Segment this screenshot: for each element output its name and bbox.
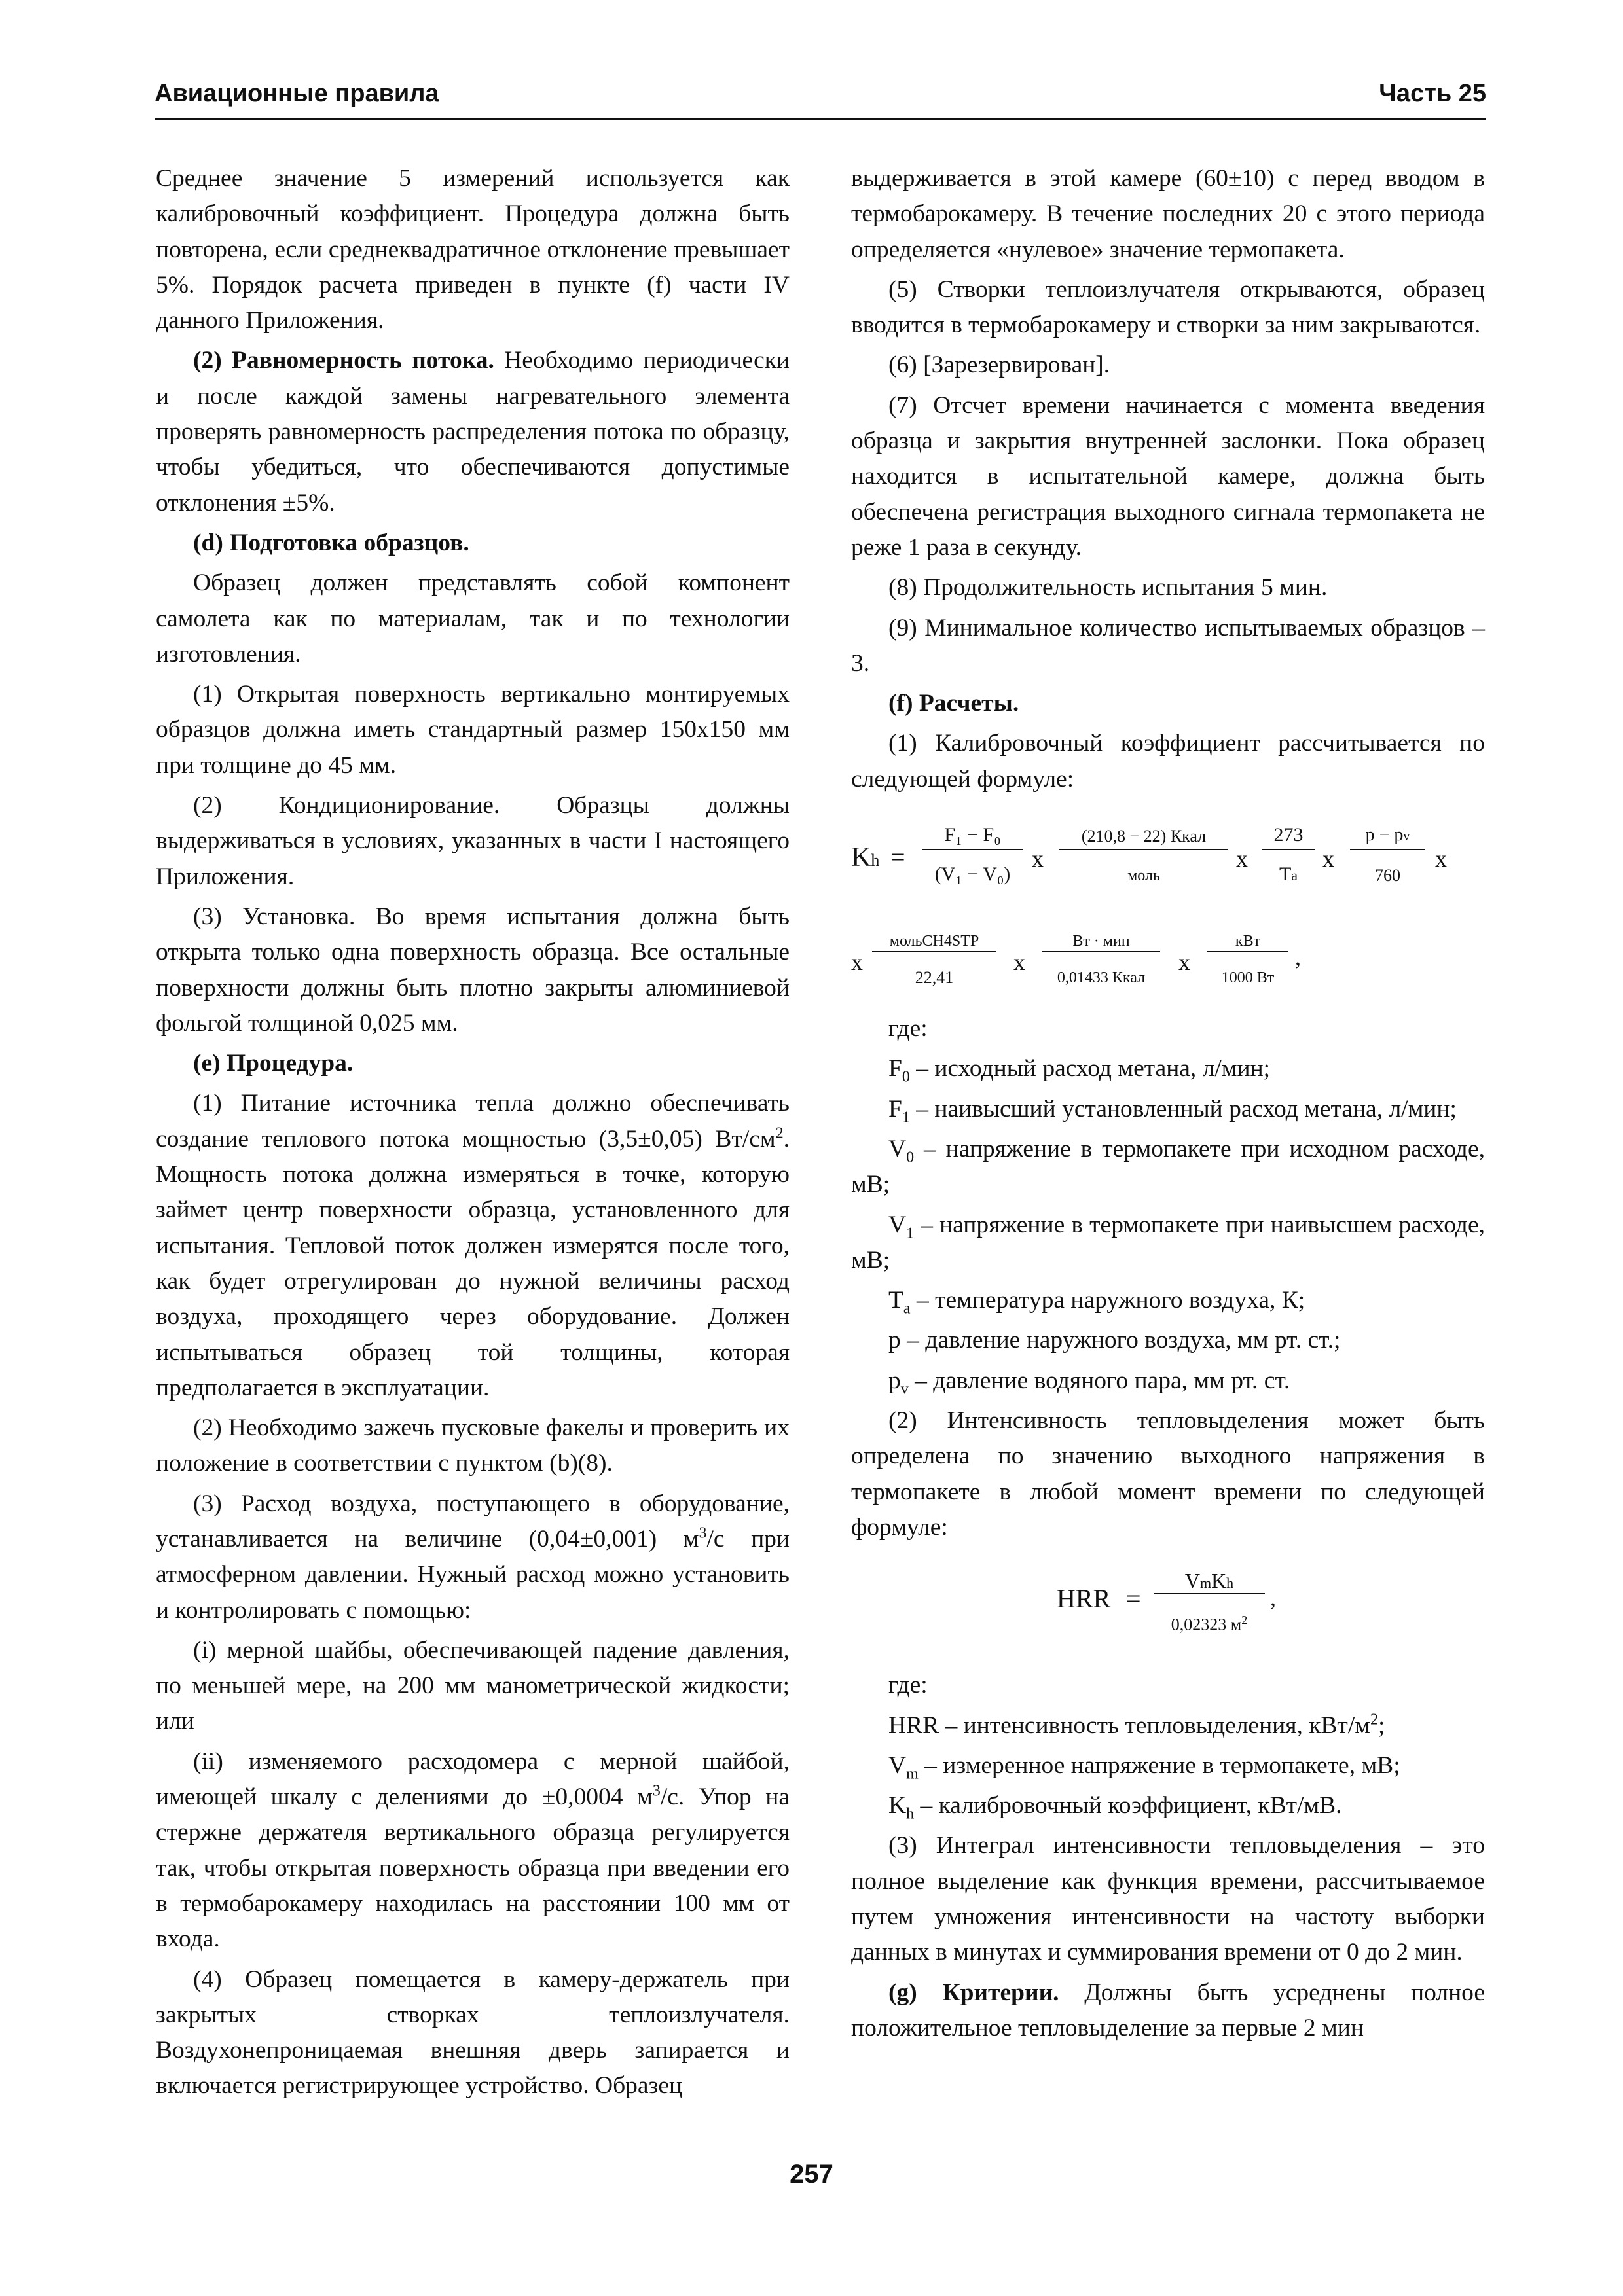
fraction4-denominator: 760 [1375,866,1400,886]
paragraph-text: Среднее значение 5 измерений используется как калибровочный коэффициент. Процедура должна быть повторена, если среднеквадратичное отклонение превышает 5%. Порядок расчета приведен в пункте (f) части IV данного Приложения. [156,165,790,334]
hrr-numerator: VmKh [1184,1569,1234,1593]
left-paragraph [156,1486,790,1628]
fraction7-denominator: 1000 Вт [1221,969,1275,987]
paragraph-text: (3) Установка. Во время испытания должна быть открыта только одна поверхность образца. Все остальные поверхности должны быть плотно закрыты алюминиевой фольгой толщиной 0,025 мм. [156,903,790,1037]
paragraph-text: F [888,1095,902,1122]
fraction7-numerator: кВт [1235,933,1261,950]
paragraph-text: (1) Питание источника тепла должно обеспечивать создание теплового потока мощностью (3,5±0,05) Вт/см [156,1090,790,1153]
paragraph-text: (1) Калибровочный коэффициент рассчитывается по следующей формуле: [851,730,1485,793]
paragraph-text: (ii) изменяемого расходомера с мерной шайбой, имеющей шкалу с делениями до ±0,0004 м [156,1748,790,1811]
header-title: Авиационные правила [155,80,439,107]
paragraph-text: p – давление наружного воздуха, мм рт. ст.; [888,1327,1341,1354]
paragraph-text-continued: – исходный расход метана, л/мин; [909,1055,1271,1083]
paragraph-text: p [888,1367,901,1394]
paragraph-text: (7) Отсчет времени начинается с момента введения образца и закрытия внутренней заслонки. Пока образец находится в испытательной камере, должна быть обеспечена регистрация выходного сигнала термопакета не реже 1 раза в секунду. [851,391,1485,561]
right-top-paragraph [851,570,1485,605]
paragraph-text: (3) Расход воздуха, поступающего в оборудование, устанавливается на величине (0,04±0,001) м [156,1490,790,1552]
paragraph-text-continued: . Мощность потока должна измеряться в точке, которую займет центр поверхности образца, установленного для испытания. Тепловой поток должен измерятся после того, как будет отрегулирован до нужной величины расход воздуха, проходящего через оборудование. Должен испытываться образец той толщины, которая предполагается в эксплуатации. [156,1125,790,1401]
right-bottom-paragraph [851,1668,1485,1703]
formula-lhs: Kh [851,842,880,873]
paragraph-text: (9) Минимальное количество испытываемых образцов – 3. [851,614,1485,677]
fraction5-numerator: мольCH4STP [889,933,979,950]
right-mid-paragraph [851,1363,1485,1399]
paragraph-text: выдерживается в этой камере (60±10) с перед вводом в термобарокамеру. В течение последних 20 с этого периода определяется «нулевое» значение термопакета. [851,165,1485,263]
right-top-paragraph [851,686,1485,721]
paragraph-text-continued: – температура наружного воздуха, К; [910,1287,1305,1314]
left-paragraph [156,1962,790,2104]
subscript: m [906,1765,919,1783]
right-top-paragraph [851,161,1485,268]
right-mid-paragraph [851,1283,1485,1318]
multiply-sign-4: x [1435,846,1447,872]
multiply-sign-6: x [1013,949,1025,976]
right-mid-paragraph [851,1132,1485,1203]
superscript: 3 [652,1782,661,1800]
paragraph-text: (2) Интенсивность тепловыделения может быть определена по значению выходного напряжения в термопакете в любой момент времени по следующей формуле: [851,1407,1485,1541]
right-column-definitions [851,1011,1485,1545]
paragraph-text: (i) мерной шайбы, обеспечивающей падение давления, по меньшей мере, на 200 мм манометрической жидкости; или [156,1636,790,1735]
superscript: 2 [1370,1711,1378,1728]
paragraph-text: где: [888,1015,928,1043]
right-mid-paragraph [851,1092,1485,1127]
paragraph-text: (4) Образец помещается в камеру-держатель при закрытых створках теплоизлучателя. Воздухонепроницаемая внешняя дверь запирается и включается регистрирующее устройство. Образец [156,1965,790,2100]
left-paragraph [156,899,790,1041]
paragraph-text-continued: – измеренное напряжение в термопакете, мВ; [918,1751,1400,1779]
fraction2-numerator: (210,8 − 22) Ккал [1081,827,1207,846]
hrr-formula [851,1550,1485,1668]
fraction4-numerator: p − pv [1365,825,1410,846]
fraction6-bar [1042,951,1160,952]
right-top-paragraph [851,272,1485,344]
paragraph-text: (6) [Зарезервирован]. [888,351,1110,379]
multiply-sign-5: x [851,949,863,976]
formula-comma: , [1295,944,1301,971]
right-mid-paragraph [851,1208,1485,1279]
subscript: 0 [902,1068,910,1086]
paragraph-heading: (2) Равномерность потока. [193,347,494,374]
paragraph-text: (8) Продолжительность испытания 5 мин. [888,574,1328,601]
hrr-lhs: HRR [1057,1584,1111,1614]
fraction5-denominator: 22,41 [915,968,954,988]
paragraph-text: HRR – интенсивность тепловыделения, кВт/м [888,1712,1370,1739]
paragraph-text-continued: – калибровочный коэффициент, кВт/мВ. [914,1792,1342,1820]
paragraph-text: Необходимо периодически и после каждой замены нагревательного элемента проверять равномерность распределения потока по образцу, чтобы убедиться, что обеспечиваются допустимые отклонения ±5%. [156,347,790,516]
paragraph-heading: (d) Подготовка образцов. [193,529,469,556]
fraction3-bar [1262,849,1315,850]
multiply-sign-3: x [1322,846,1334,872]
right-column-bottom [851,1668,1485,2046]
hrr-comma: , [1270,1585,1276,1611]
fraction7-bar [1207,951,1288,952]
subscript: 1 [906,1225,915,1242]
right-bottom-paragraph [851,1748,1485,1784]
right-column [851,161,1485,2051]
paragraph-text-continued: – напряжение в термопакете при исходном расходе, мВ; [851,1135,1485,1198]
paragraph-text: (3) Интеграл интенсивности тепловыделения – это полное выделение как функция времени, рассчитываемое путем умножения интенсивности на частоту выборки данных в минутах и суммирования времени от 0 до 2 мин. [851,1832,1485,1966]
fraction2-denominator: моль [1127,867,1160,885]
fraction5-bar [872,951,996,952]
hrr-equals: = [1126,1584,1141,1614]
subscript: 1 [902,1109,910,1126]
fraction4-bar [1350,849,1425,850]
superscript: 3 [699,1524,707,1542]
paragraph-text: где: [888,1672,928,1699]
paragraph-text: (5) Створки теплоизлучателя открываются, образец вводится в термобарокамеру и створки за ним закрываются. [851,276,1485,339]
left-paragraph [156,161,790,338]
right-top-paragraph [851,726,1485,797]
superscript: 2 [775,1124,784,1142]
paragraph-text-continued: – наивысший установленный расход метана, л/мин; [909,1095,1457,1122]
subscript: a [903,1300,911,1318]
paragraph-text-continued: – напряжение в термопакете при наивысшем расходе, мВ; [851,1211,1485,1274]
left-paragraph [156,788,790,895]
paragraph-heading: (f) Расчеты. [888,690,1019,717]
right-bottom-paragraph [851,1708,1485,1744]
right-bottom-paragraph [851,1975,1485,2047]
calibration-formula [851,802,1485,1011]
right-mid-paragraph [851,1011,1485,1047]
paragraph-text-continued: /с при атмосферном давлении. Нужный расход можно установить и контролировать с помощью: [156,1525,790,1624]
paragraph-text: T [888,1287,903,1314]
paragraph-heading: (g) Критерии. [888,1979,1059,2006]
multiply-sign-1: x [1032,846,1044,872]
right-mid-paragraph [851,1051,1485,1086]
left-paragraph [156,1633,790,1740]
paragraph-text-continued: /с. Упор на стержне держателя вертикального образца регулируется так, чтобы открытая поверхность образца при введении его в термобарокамеру находилась на расстоянии 100 мм от входа. [156,1784,790,1953]
multiply-sign-2: x [1236,846,1248,872]
subscript: 0 [906,1149,915,1166]
page-number: 257 [790,2160,833,2189]
fraction1-numerator: F₁ − F₀ [944,824,1001,846]
right-mid-paragraph [851,1403,1485,1545]
paragraph-text: V [888,1751,907,1779]
fraction3-denominator: Ta [1279,863,1298,886]
running-header [155,73,1486,120]
fraction2-bar [1059,849,1228,850]
paragraph-text: F [888,1055,902,1083]
subscript: h [906,1805,915,1823]
left-paragraph [156,677,790,783]
hrr-denominator: 0,02323 $м^2$ [1171,1613,1248,1634]
left-paragraph [156,1744,790,1958]
fraction6-denominator: 0,01433 Ккал [1057,969,1146,987]
fraction6-numerator: Вт · мин [1072,933,1130,950]
multiply-sign-7: x [1178,949,1190,976]
paragraph-heading: (е) Процедура. [193,1050,354,1077]
left-paragraph [156,1410,790,1482]
paragraph-text: Образец должен представлять собой компонент самолета как по материалам, так и по технологии изготовления. [156,569,790,668]
fraction3-numerator: 273 [1273,824,1304,846]
left-paragraph [156,1046,790,1081]
right-top-paragraph [851,388,1485,565]
paragraph-text-continued: – давление водяного пара, мм рт. ст. [908,1367,1290,1394]
formula-equals: = [890,842,905,872]
right-bottom-paragraph [851,1828,1485,1970]
right-top-paragraph [851,611,1485,682]
paragraph-text: V [888,1211,907,1238]
paragraph-text: (1) Открытая поверхность вертикально монтируемых образцов должна иметь стандартный размер 150х150 мм при толщине до 45 мм. [156,681,790,779]
right-top-paragraph [851,348,1485,383]
paragraph-text: Должны быть усреднены полное положительное тепловыделение за первые 2 мин [851,1979,1486,2041]
left-paragraph [156,526,790,561]
right-bottom-paragraph [851,1788,1485,1823]
hrr-fraction-bar [1154,1593,1265,1594]
left-paragraph [156,343,790,520]
right-mid-paragraph [851,1323,1485,1358]
paragraph-text: (2) Кондиционирование. Образцы должны выдерживаться в условиях, указанных в части I настоящего Приложения. [156,792,790,890]
left-paragraph [156,1086,790,1406]
paragraph-text: K [888,1792,907,1820]
subscript: v [900,1380,909,1398]
fraction1-bar [922,849,1023,850]
fraction1-denominator: (V₁ − V₀) [934,863,1011,886]
paragraph-text-continued: ; [1377,1712,1385,1739]
right-column-top [851,161,1485,797]
paragraph-text: (2) Необходимо зажечь пусковые факелы и проверить их положение в соответствии с пунктом (b)(8). [156,1414,790,1477]
header-part: Часть 25 [1379,80,1486,107]
paragraph-text: V [888,1135,907,1162]
left-column [156,161,790,2109]
left-paragraph [156,565,790,672]
